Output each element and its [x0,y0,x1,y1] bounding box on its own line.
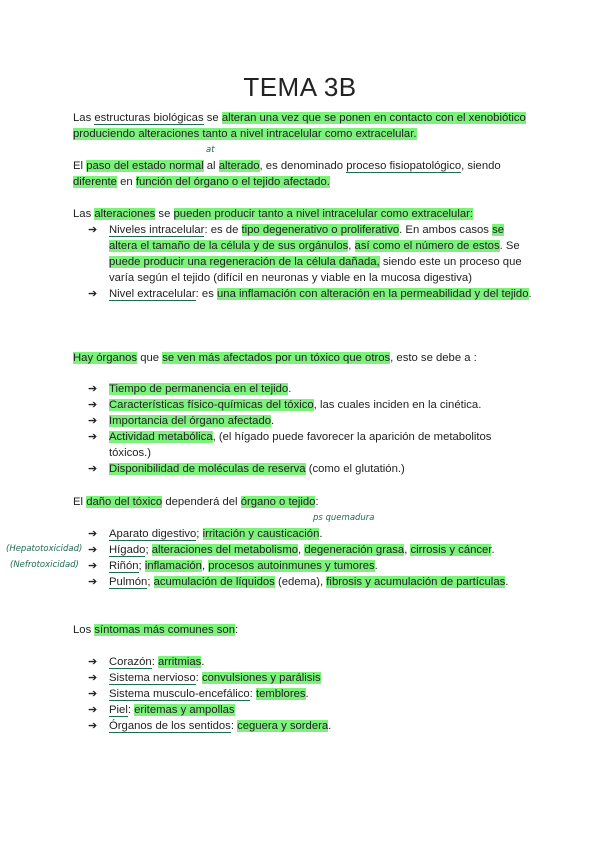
highlighted-text: función del órgano o el tejido afectado. [135,176,330,188]
text: Los [73,624,95,636]
arrow-icon: ➔ [88,576,98,588]
highlighted-text: arritmias [157,656,202,668]
text: , [404,544,411,556]
highlighted-text: alteraciones del metabolismo [151,544,299,556]
handwritten-note-hepatotoxicidad: (Hepatotoxicidad) [6,544,83,554]
highlighted-text: Disponibilidad de moléculas de reserva [109,463,306,475]
text: ; [147,576,154,588]
text: en [116,176,136,188]
highlighted-text: procesos autoinmunes y tumores [208,560,375,572]
list-item [88,381,534,397]
underlined-term: Sistema nervioso [109,672,196,684]
text: . [374,560,378,572]
damage-paragraph [73,494,533,510]
text: , [201,560,209,572]
arrow-icon: ➔ [88,560,98,572]
highlighted-text: se altera el tamaño de la célula y de sus orgánulos [109,224,505,252]
highlighted-text: convulsiones y parálisis [201,672,321,684]
damage-list [88,526,534,590]
text: : [230,720,238,732]
highlighted-text: Hay órganos [73,352,138,364]
highlighted-text: acumulación de líquidos [153,576,275,588]
list-item [88,702,534,718]
intro-paragraph [73,110,533,142]
list-item [88,286,534,302]
list-item [88,654,534,670]
arrow-icon: ➔ [88,463,98,475]
arrow-icon: ➔ [88,224,98,236]
highlighted-text: alteraciones [94,208,156,220]
text: , (el hígado puede favorecer la aparición de metabolitos tóxicos.) [109,431,492,459]
handwritten-note-at: at [206,145,215,155]
text: : [127,704,135,716]
underlined-term: Pulmón [109,576,148,588]
underlined-text: estructuras biológicas [94,112,204,124]
list-item [88,718,534,734]
list-item [88,686,534,702]
page-title: TEMA 3B [243,72,357,102]
list-item [88,413,534,429]
highlighted-text: fibrosis y acumulación de partículas [326,576,506,588]
symptoms-list [88,654,534,734]
highlighted-text: pueden producir tanto a nivel intracelular como extracelular: [173,208,474,220]
highlighted-text: alteran una vez que se ponen en contacto con el xenobiótico produciendo alteraciones tanto a nivel intracelular como extracelular. [73,112,526,140]
handwritten-note-quemadura: ps quemadura [313,513,375,523]
list-item [88,542,534,558]
text: , [348,240,355,252]
text: Las [73,112,95,124]
text: . [271,415,275,427]
symptoms-paragraph [73,622,533,638]
highlighted-text: daño del tóxico [86,496,163,508]
highlighted-text: Actividad metabólica [109,431,213,443]
highlighted-text: una inflamación con alteración en la permeabilidad y del tejido [217,288,529,300]
list-item [88,558,534,574]
text: , esto se debe a : [390,352,477,364]
highlighted-text: Importancia del órgano afectado [109,415,272,427]
underlined-term: Niveles intracelular [109,224,205,236]
highlighted-text: eritemas y ampollas [134,704,235,716]
text: . [528,288,532,300]
text: : [235,624,239,636]
text: , [298,544,305,556]
highlighted-text: ceguera y sordera [237,720,329,732]
highlighted-text: degeneración grasa [304,544,405,556]
text: dependerá del [162,496,241,508]
text: ; [138,560,145,572]
handwritten-note-nefrotoxicidad: (Nefrotoxicidad) [10,560,79,570]
text: . En ambos casos [399,224,493,236]
list-item [88,397,534,413]
arrow-icon: ➔ [88,415,98,427]
arrow-icon: ➔ [88,720,98,732]
highlighted-text: irritación y causticación [202,528,320,540]
highlighted-text: órgano o tejido [240,496,316,508]
highlighted-text: tipo degenerativo o proliferativo [241,224,400,236]
text: , las cuales inciden en la cinética. [313,399,482,411]
text: . [288,383,292,395]
underlined-text: proceso fisiopatológico [346,160,462,172]
text: El [73,496,87,508]
list-item [88,574,534,590]
highlighted-text: inflamación [144,560,202,572]
list-item [88,461,534,477]
highlighted-text: temblores [255,688,306,700]
text: El [73,160,87,172]
highlighted-text: alterado [218,160,260,172]
highlighted-text: se ven más afectados por un tóxico que otros [162,352,391,364]
organ-factors-list [88,381,534,477]
underlined-term: Hígado [109,544,146,556]
text: ; [196,528,203,540]
list-item [88,429,534,461]
text: . [305,688,309,700]
text: : [315,496,319,508]
organs-paragraph [73,350,533,366]
highlighted-text: así como el número de estos [354,240,500,252]
list-item [88,222,534,286]
text: : es de [204,224,242,236]
arrow-icon: ➔ [88,431,98,443]
text: , es denominado [259,160,347,172]
arrow-icon: ➔ [88,704,98,716]
alterations-list [88,222,534,302]
arrow-icon: ➔ [88,399,98,411]
text: . [319,528,323,540]
arrow-icon: ➔ [88,528,98,540]
text: : [195,672,202,684]
underlined-term: Aparato digestivo [109,528,197,540]
text: Las [73,208,95,220]
arrow-icon: ➔ [88,656,98,668]
highlighted-text: Características físico-químicas del tóxico [109,399,314,411]
underlined-term: Nivel extracelular [109,288,196,300]
highlighted-text: diferente [73,176,117,188]
text: que [137,352,163,364]
highlighted-text: cirrosis y cáncer [410,544,492,556]
arrow-icon: ➔ [88,688,98,700]
text: . [201,656,205,668]
highlighted-text: síntomas más comunes son [94,624,236,636]
text: : [151,656,158,668]
underlined-term: Sistema musculo-encefálico [109,688,250,700]
arrow-icon: ➔ [88,383,98,395]
text: ; [145,544,152,556]
text: . Se [499,240,520,252]
alterations-paragraph [73,206,533,222]
text: (como el glutatión.) [305,463,405,475]
text: . [491,544,495,556]
text: se [155,208,174,220]
text: siendo este un proceso que varía según el tejido (difícil en neuronas y viable en la mucosa digestiva) [109,256,522,284]
text: , siendo [461,160,501,172]
underlined-term: Piel [109,704,128,716]
arrow-icon: ➔ [88,288,98,300]
text: : es [195,288,218,300]
process-paragraph [73,158,533,190]
arrow-icon: ➔ [88,672,98,684]
underlined-term: Riñón [109,560,139,572]
text: al [203,160,219,172]
text: : [249,688,256,700]
underlined-term: Corazón [109,656,152,668]
arrow-icon: ➔ [88,544,98,556]
underlined-term: Órganos de los sentidos [109,720,231,732]
text: . [505,576,509,588]
highlighted-text: Tiempo de permanencia en el tejido [109,383,289,395]
list-item [88,526,534,542]
text: (edema), [274,576,327,588]
text: se [203,112,222,124]
highlighted-text: puede producir una regeneración de la célula dañada, [109,256,380,268]
text: . [328,720,332,732]
list-item [88,670,534,686]
highlighted-text: paso del estado normal [86,160,204,172]
